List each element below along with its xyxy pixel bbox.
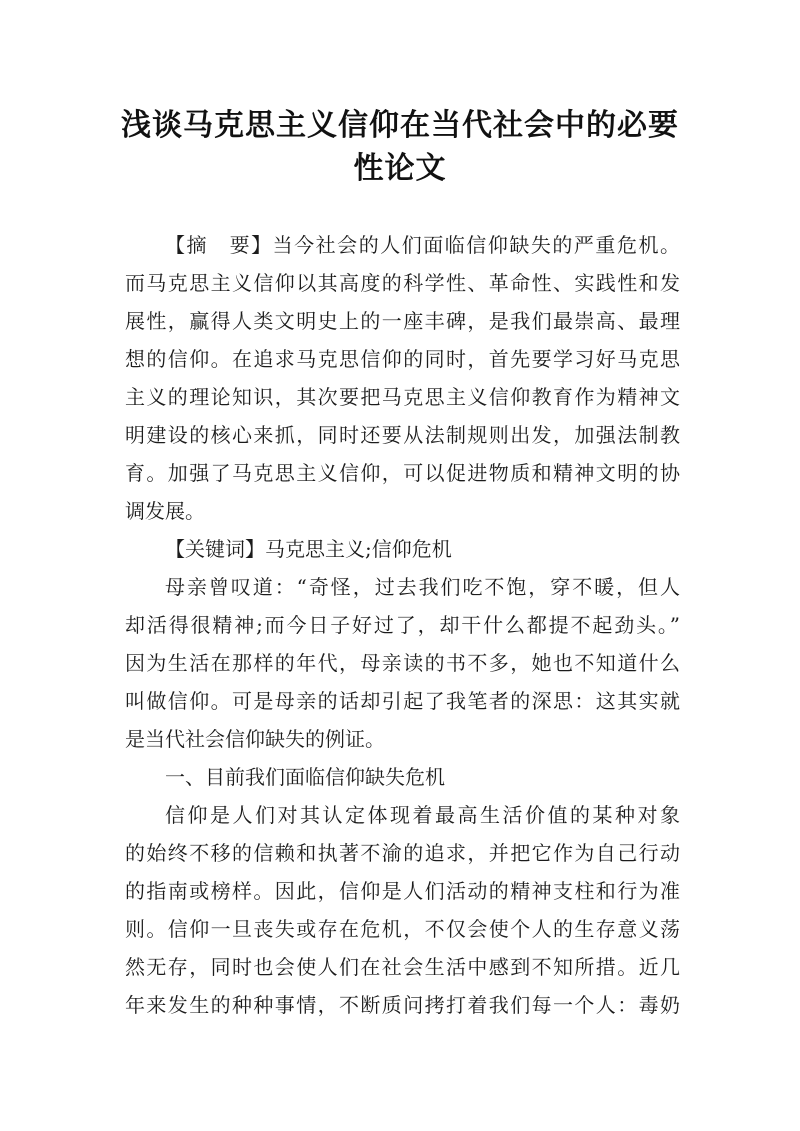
document-title-line-2: 性论文: [353, 151, 447, 186]
abstract-line-2: 而马克思主义信仰以其高度的科学性、革命性、实践性和发: [125, 271, 680, 295]
section-line-1: 信仰是人们对其认定体现着最高生活价值的某种对象: [165, 803, 680, 827]
section-line-5: 然无存，同时也会使人们在社会生活中感到不知所措。近几: [125, 955, 680, 979]
body-line-4: 叫做信仰。可是母亲的话却引起了我笔者的深思：这其实就: [125, 689, 680, 713]
abstract-line-7: 育。加强了马克思主义信仰，可以促进物质和精神文明的协: [125, 461, 680, 485]
abstract-line-3: 展性，赢得人类文明史上的一座丰碑，是我们最崇高、最理: [125, 309, 680, 333]
body-line-3: 因为生活在那样的年代，母亲读的书不多，她也不知道什么: [125, 651, 680, 675]
body-line-5: 是当代社会信仰缺失的例证。: [125, 727, 385, 751]
body-line-2: 却活得很精神;而今日子好过了，却干什么都提不起劲头。”: [125, 613, 680, 637]
section-heading: 一、目前我们面临信仰缺失危机: [165, 765, 445, 789]
abstract-line-6: 明建设的核心来抓，同时还要从法制规则出发，加强法制教: [125, 423, 680, 447]
section-line-3: 的指南或榜样。因此，信仰是人们活动的精神支柱和行为准: [125, 879, 680, 903]
keywords-line: 【关键词】马克思主义;信仰危机: [165, 537, 452, 561]
abstract-line-4: 想的信仰。在追求马克思信仰的同时，首先要学习好马克思: [125, 347, 680, 371]
abstract-line-5: 主义的理论知识，其次要把马克思主义信仰教育作为精神文: [125, 385, 680, 409]
abstract-line-1: 【摘 要】当今社会的人们面临信仰缺失的严重危机。: [165, 233, 680, 257]
abstract-line-8: 调发展。: [125, 499, 205, 523]
document-title-line-1: 浅谈马克思主义信仰在当代社会中的必要: [121, 108, 679, 143]
section-line-2: 的始终不移的信赖和执著不渝的追求，并把它作为自己行动: [125, 841, 680, 865]
section-line-6: 年来发生的种种事情，不断质问拷打着我们每一个人：毒奶: [125, 993, 680, 1017]
section-line-4: 则。信仰一旦丧失或存在危机，不仅会使个人的生存意义荡: [125, 917, 680, 941]
body-line-1: 母亲曾叹道：“奇怪，过去我们吃不饱，穿不暖，但人: [165, 575, 680, 599]
